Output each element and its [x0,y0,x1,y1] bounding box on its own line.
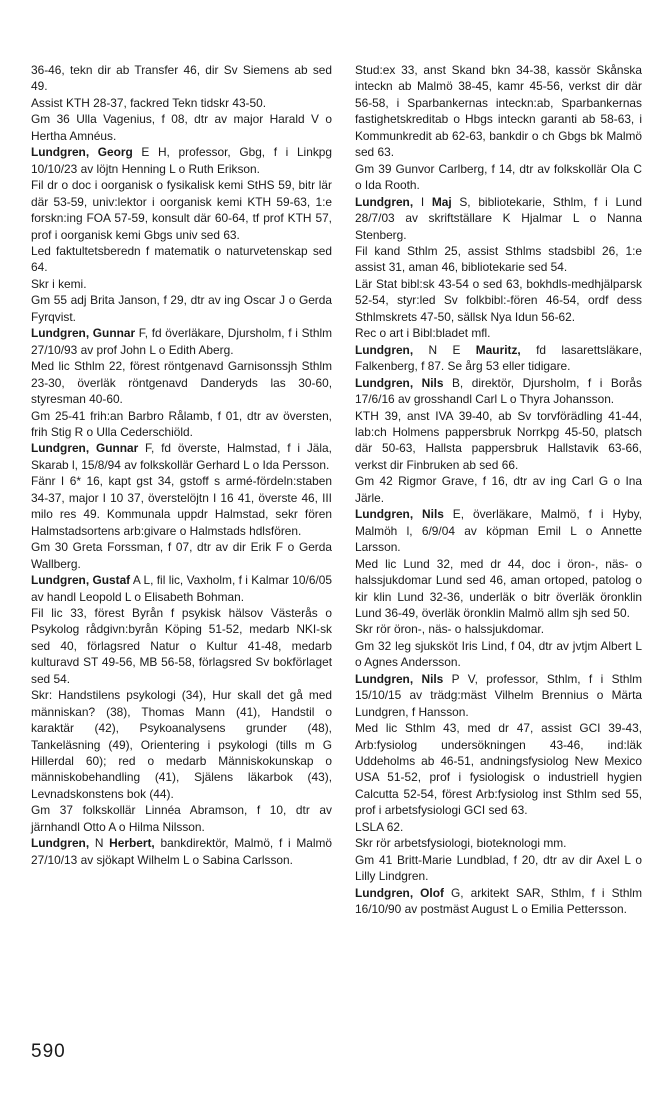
paragraph [31,62,332,95]
paragraph-text: Led faktultetsberedn f matematik o naturvetenskap sed 64. [31,243,332,275]
paragraph [355,473,642,506]
paragraph [31,802,332,835]
paragraph [355,556,642,622]
left-column [31,62,332,868]
paragraph-text: KTH 39, anst IVA 39-40, ab Sv torvförädling 41-44, lab:ch Holmens pappersbruk Norrkpg 45-50, platsch där 50-63, Hallsta pappersbruk Hallstavik 63-66, verkst dir Finbruken ab sed 66. [355,408,642,472]
entry-heading-paragraph [31,144,332,177]
paragraph [31,408,332,441]
entry-heading-paragraph [355,375,642,408]
paragraph-text: I [413,194,432,209]
paragraph [355,720,642,819]
paragraph [355,621,642,637]
paragraph [355,408,642,474]
entry-heading-paragraph [355,194,642,243]
paragraph-text: Skr: Handstilens psykologi (34), Hur skall det gå med människan? (38), Thomas Mann (41), Handstil o karaktär (42), Psykoanalysens grunder (48), Tankeläsning (49), Orientering i psykologi (tills m G Hillerdal 60); red o medarb Människokunskap o människobehandling (41), Själens läkarbok (43), Levnadskonstens bok (44). [31,688,332,801]
paragraph-text: Rec o art i Bibl:bladet mfl. [355,326,491,341]
entry-heading-paragraph [355,342,642,375]
paragraph-text: Gm 39 Gunvor Carlberg, f 14, dtr av folkskollär Ola C o Ida Rooth. [355,161,642,193]
paragraph-text: LSLA 62. [355,819,404,834]
person-name: Lundgren, [355,194,414,209]
paragraph-text: Fil lic 33, förest Byrån f psykisk hälsov Västerås o Psykolog rådgivn:byrån Köping 51-52, medarb NKI-sk sed 40, förlagsred Natur o Kultur 41-48, medarb kulturavd ST 49-56, MB 56-58, förlagsred Sv bokförlaget sed 54. [31,605,332,686]
paragraph [31,111,332,144]
paragraph-text: Med lic Lund 32, med dr 44, doc i öron-, näs- o halssjukdomar Lund sed 46, aman ortoped, patolog o kir klin Lund 32-36, underläk o bitr överläk öronklin Lund 36-49, överläk öronklin Malmö allm sjh sed 50. [355,556,642,620]
person-name: Herbert, [109,836,155,851]
paragraph [355,62,642,161]
paragraph-text: Gm 55 adj Brita Janson, f 29, dtr av ing Oscar J o Gerda Fyrqvist. [31,293,332,324]
paragraph-text: A L, fil lic, Vaxholm, f i Kalmar 10/6/05 av handl Leopold L o Elisabeth Bohman. [31,573,332,604]
paragraph-text: Gm 32 leg sjuksköt Iris Lind, f 04, dtr av jvtjm Albert L o Agnes Andersson. [355,638,642,670]
entry-heading-paragraph [355,671,642,720]
person-name: Lundgren, Nils [355,375,444,390]
person-name: Lundgren, [355,342,414,357]
person-name: Lundgren, Gunnar [31,441,139,456]
person-name: Lundgren, Gunnar [31,326,136,341]
paragraph-text: Gm 30 Greta Forssman, f 07, dtr av dir Erik F o Gerda Wallberg. [31,540,332,571]
paragraph-text: Gm 42 Rigmor Grave, f 16, dtr av ing Carl G o Ina Järle. [355,474,642,505]
paragraph-text: N E [413,342,476,357]
paragraph-text: Assist KTH 28-37, fackred Tekn tidskr 43-50. [31,95,267,110]
paragraph-text: Gm 36 Ulla Vagenius, f 08, dtr av major Harald V o Hertha Amnéus. [31,112,332,143]
paragraph [31,243,332,276]
paragraph-text: F, fd överste, Halmstad, f i Jäla, Skarab l, 15/8/94 av folkskollär Gerhard L o Ida Persson. [31,441,332,472]
right-column [355,62,642,918]
entry-heading-paragraph [31,572,332,605]
entry-heading-paragraph [355,885,642,918]
paragraph-text: 36-46, tekn dir ab Transfer 46, dir Sv Siemens ab sed 49. [31,63,332,94]
paragraph [31,539,332,572]
paragraph [355,819,642,835]
paragraph-text: E H, professor, Gbg, f i Linkpg 10/10/23 av löjtn Henning L o Ruth Erikson. [31,145,332,176]
paragraph [31,95,332,111]
paragraph-text: Skr i kemi. [31,276,87,291]
entry-heading-paragraph [31,325,332,358]
paragraph-text: Skr rör öron-, näs- o halssjukdomar. [355,622,545,637]
paragraph [355,852,642,885]
paragraph [31,292,332,325]
paragraph-text: Skr rör arbetsfysiologi, bioteknologi mm. [355,836,567,851]
entry-heading-paragraph [31,440,332,473]
paragraph [31,687,332,802]
entry-heading-paragraph [355,506,642,555]
paragraph-text: Lär Stat bibl:sk 43-54 o sed 63, bokhdls-medhjälparsk 52-54, styr:led Sv folkbibl:-fören 46-54, ordf dess Sthlmskrets 47-50, sällsk Nya Idun 56-62. [355,276,642,324]
paragraph-text: S, bibliotekarie, Sthlm, f i Lund 28/7/03 av skriftställare K Hjalmar L o Nanna Stenberg. [355,194,642,242]
paragraph-text: Fil kand Sthlm 25, assist Sthlms stadsbibl 26, 1:e assist 31, aman 46, bibliotekarie sed 54. [355,243,642,275]
paragraph-text: bankdirektör, Malmö, f i Malmö 27/10/13 av sjökapt Wilhelm L o Sabina Carlsson. [31,836,332,867]
paragraph [355,325,642,341]
paragraph-text: Gm 37 folkskollär Linnéa Abramson, f 10, dtr av järnhandl Otto A o Hilma Nilsson. [31,803,332,834]
paragraph [31,276,332,292]
entry-heading-paragraph [31,835,332,868]
paragraph-text: F, fd överläkare, Djursholm, f i Sthlm 27/10/93 av prof John L o Edith Aberg. [31,326,332,357]
paragraph [355,161,642,194]
paragraph [31,358,332,407]
paragraph [31,473,332,539]
person-name: Lundgren, Olof [355,885,444,900]
person-name: Lundgren, Georg [31,145,133,160]
paragraph-text: G, arkitekt SAR, Sthlm, f i Sthlm 16/10/90 av postmäst August L o Emilia Pettersson. [355,885,642,917]
paragraph-text: Fänr I 6* 16, kapt gst 34, gstoff s armé-fördeln:staben 34-37, major I 10 37, överstelöjtn I 16 41, överste 46, III milo res 49. Kommunala uppdr Halmstad, sekr fören Halmstadsortens arb:givare o Halmstads hdlsfören. [31,474,332,538]
paragraph [355,243,642,276]
paragraph-text: Gm 41 Britt-Marie Lundblad, f 20, dtr av dir Axel L o Lilly Lindgren. [355,852,642,884]
page-number: 590 [31,1041,66,1062]
person-name: Mauritz, [475,342,521,357]
paragraph-text: Gm 25-41 frih:an Barbro Rålamb, f 01, dtr av översten, frih Stig R o Ulla Cederschiöld. [31,408,332,439]
person-name: Lundgren, [31,836,90,851]
paragraph-text: P V, professor, Sthlm, f i Sthlm 15/10/15 av trädg:mäst Vilhelm Brennius o Märta Lundgren, f Hansson. [355,671,642,719]
paragraph-text: E, överläkare, Malmö, f i Hyby, Malmöh l, 6/9/04 av köpman Emil L o Annette Larsson. [355,507,642,555]
paragraph [355,638,642,671]
paragraph [355,835,642,851]
paragraph [355,276,642,325]
paragraph-text: Stud:ex 33, anst Skand bkn 34-38, kassör Skånska inteckn ab Malmö 38-45, kamr 45-56, verkst dir där 56-58, i Sparbankernas inteckn:ab, Sparbankernas fastighetskreditab o Hbgs inteckn garanti ab 58-63, i Kommunkredit ab 62-63, bankdir o ch Gbgs bk Malmö sed 63. [355,63,642,160]
paragraph [31,605,332,687]
paragraph-text: B, direktör, Djursholm, f i Borås 17/6/16 av grosshandl Carl L o Thyra Johansson. [355,375,642,407]
paragraph-text: N [89,836,110,851]
person-name: Lundgren, Nils [355,507,444,522]
paragraph-text: Med lic Sthlm 22, förest röntgenavd Garnisonssjh Sthlm 23-30, överläk röntgenavd Danderyds las 30-60, styresman 40-60. [31,359,332,407]
paragraph-text: Fil dr o doc i oorganisk o fysikalisk kemi StHS 59, bitr lär där 53-59, univ:lektor i oorganisk kemi KTH 59-63, 1:e forskn:ing FOA 57-59, konsult där 60-64, tf prof KTH 57, prof i oorganisk kemi Gbgs univ sed 63. [31,178,332,242]
person-name: Lundgren, Gustaf [31,573,131,588]
person-name: Lundgren, Nils [355,671,444,686]
paragraph-text: Med lic Sthlm 43, med dr 47, assist GCI 39-43, Arb:fysiolog undersökningen 43-46, ind:läk Uddeholms ab 46-51, andningsfysiolog New Mexico USA 51-52, prof i fysiologisk o industriell hygien Calcutta 52-54, förest Arb:fysiolog inst Sthlm sed 55, prof i arbetsfysiologi GCI sed 63. [355,721,642,818]
paragraph [31,177,332,243]
paragraph-text: fd lasarettsläkare, Falkenberg, f 87. Se årg 53 eller tidigare. [355,342,642,374]
person-name: Maj [431,194,452,209]
